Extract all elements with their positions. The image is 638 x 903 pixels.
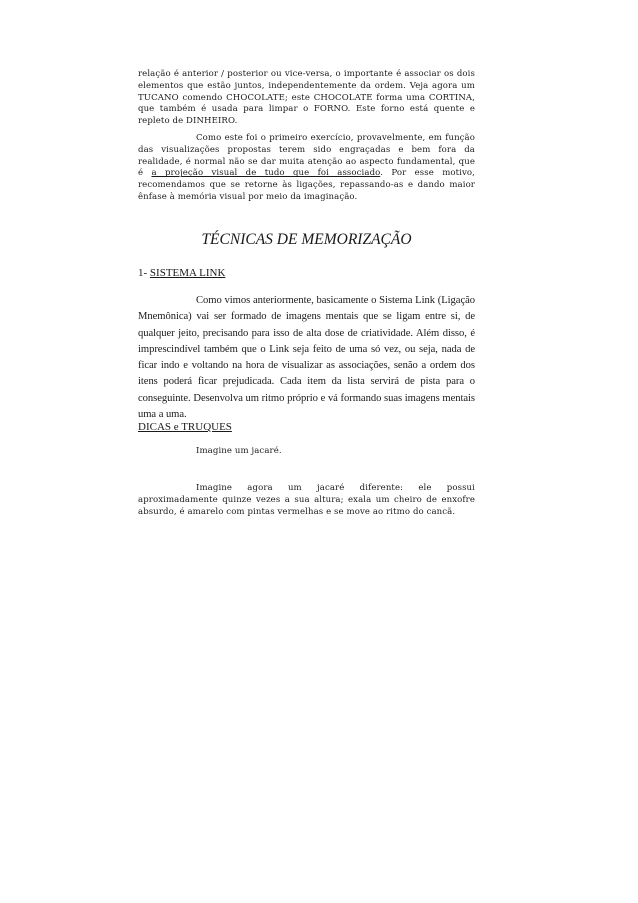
paragraph-primeiro-exercicio (138, 133, 475, 204)
section-title: TÉCNICAS DE MEMORIZAÇÃO (201, 231, 412, 248)
paragraph-imagine-jacare: Imagine um jacaré. (196, 446, 282, 456)
paragraph-2-text-after: . Por esse motivo, recomendamos que se retorne às ligações, repassando-as e dando maior ênfase à memória visual por meio da imaginação. (138, 168, 475, 202)
paragraph-2-text-before: Como este foi o primeiro exercício, provavelmente, em função das visualizações propostas terem sido engraçadas e bem fora da realidade, é normal não se dar muita atenção ao aspecto fundamental, que é (138, 133, 475, 179)
heading-dicas-truques: DICAS e TRUQUES (138, 421, 232, 433)
heading-sistema-link (138, 265, 225, 281)
paragraph-2-underlined-phrase: a projeção visual de tudo que foi associado (151, 168, 381, 179)
paragraph-jacare-diferente: Imagine agora um jacaré diferente: ele possui aproximadamente quinze vezes a sua altura; exala um cheiro de enxofre absurdo, é amarelo com pintas vermelhas e se move ao ritmo do cancã. (138, 483, 475, 517)
paragraph-sistema-link: Como vimos anteriormente, basicamente o Sistema Link (Ligação Mnemônica) vai ser formado de imagens mentais que se ligam entre si, de qualquer jeito, precisando para isso de alta dose de criatividade. Além disso, é imprescindível também que o Link seja feito de uma só vez, ou seja, nada de ficar indo e voltando na hora de visualizar as associações, senão a ordem dos itens poderá ficar prejudicada. Cada item da lista servirá de pista para o conseguinte. Desenvolva um ritmo próprio e vá formando suas imagens mentais uma a uma. (138, 295, 475, 421)
heading-1-number: 1- (138, 267, 150, 279)
heading-1-label: SISTEMA LINK (149, 267, 226, 279)
paragraph-tucano-chocolate: relação é anterior / posterior ou vice-versa, o importante é associar os dois elementos que estão juntos, independentemente da ordem. Veja agora um TUCANO comendo CHOCOLATE; este CHOCOLATE forma uma CORTINA, que também é usada para limpar o FORNO. Este forno está quente e repleto de DINHEIRO. (138, 69, 475, 127)
